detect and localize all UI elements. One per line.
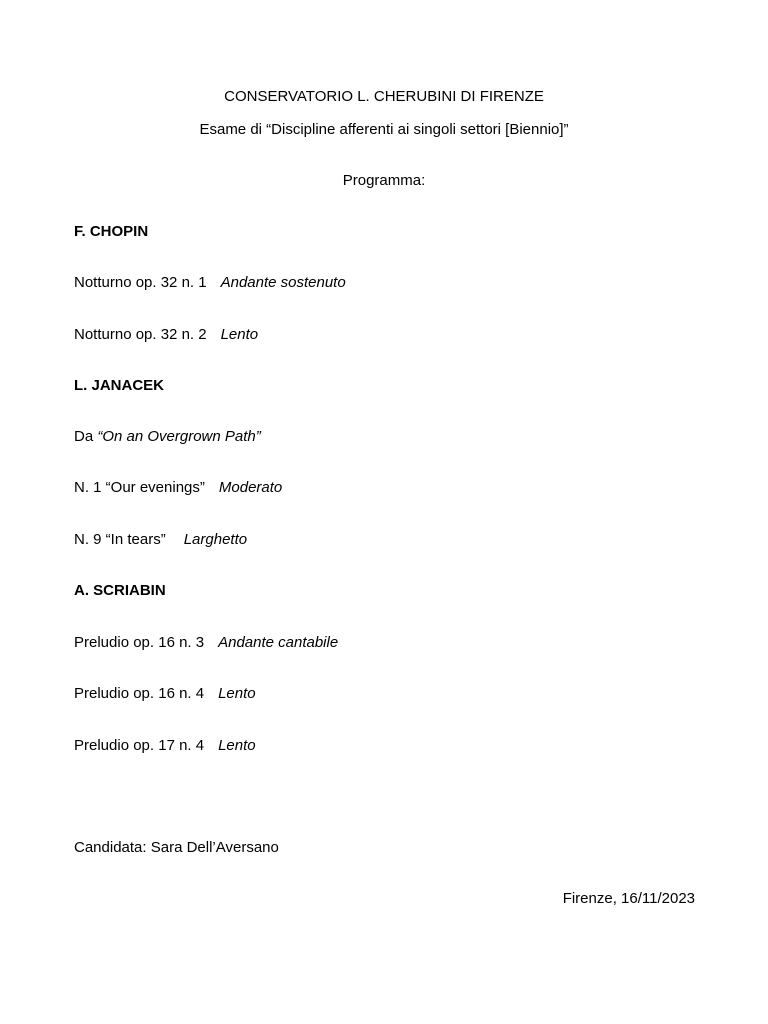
piece-tempo: Lento: [218, 737, 256, 754]
collection-prefix: Da: [74, 428, 98, 445]
institution-heading: CONSERVATORIO L. CHERUBINI DI FIRENZE: [224, 88, 544, 105]
piece-tempo: Lento: [220, 326, 259, 343]
piece-entry: [74, 274, 346, 292]
exam-title: Esame di “Discipline afferenti ai singoli settori [Biennio]”: [199, 121, 569, 138]
piece-entry: [74, 326, 258, 344]
collection-line: [74, 428, 261, 446]
composer-heading-janacek: L. JANACEK: [74, 377, 165, 394]
piece-title: N. 1 “Our evenings”: [74, 479, 205, 496]
composer-heading-scriabin: A. SCRIABIN: [74, 582, 166, 599]
composer-heading-chopin: F. CHOPIN: [74, 223, 149, 240]
piece-title: Preludio op. 17 n. 4: [74, 737, 205, 754]
piece-tempo: Andante sostenuto: [220, 274, 346, 291]
piece-entry: [74, 479, 282, 497]
piece-tempo: Moderato: [218, 479, 283, 496]
collection-title: “On an Overgrown Path”: [97, 428, 261, 445]
place-date: Firenze, 16/11/2023: [562, 890, 695, 907]
program-label: Programma:: [342, 172, 426, 189]
piece-tempo: Larghetto: [183, 531, 248, 548]
piece-entry: [74, 634, 338, 652]
candidate-name: Candidata: Sara Dell’Aversano: [74, 839, 279, 856]
piece-entry: [74, 685, 256, 703]
piece-entry: [74, 737, 256, 755]
piece-entry: [74, 531, 247, 549]
piece-title: Notturno op. 32 n. 1: [74, 274, 207, 291]
piece-title: Preludio op. 16 n. 3: [74, 634, 205, 651]
piece-title: Notturno op. 32 n. 2: [74, 326, 207, 343]
piece-tempo: Andante cantabile: [218, 634, 339, 651]
piece-title: Preludio op. 16 n. 4: [74, 685, 205, 702]
piece-tempo: Lento: [218, 685, 256, 702]
piece-title: N. 9 “In tears”: [74, 531, 166, 548]
